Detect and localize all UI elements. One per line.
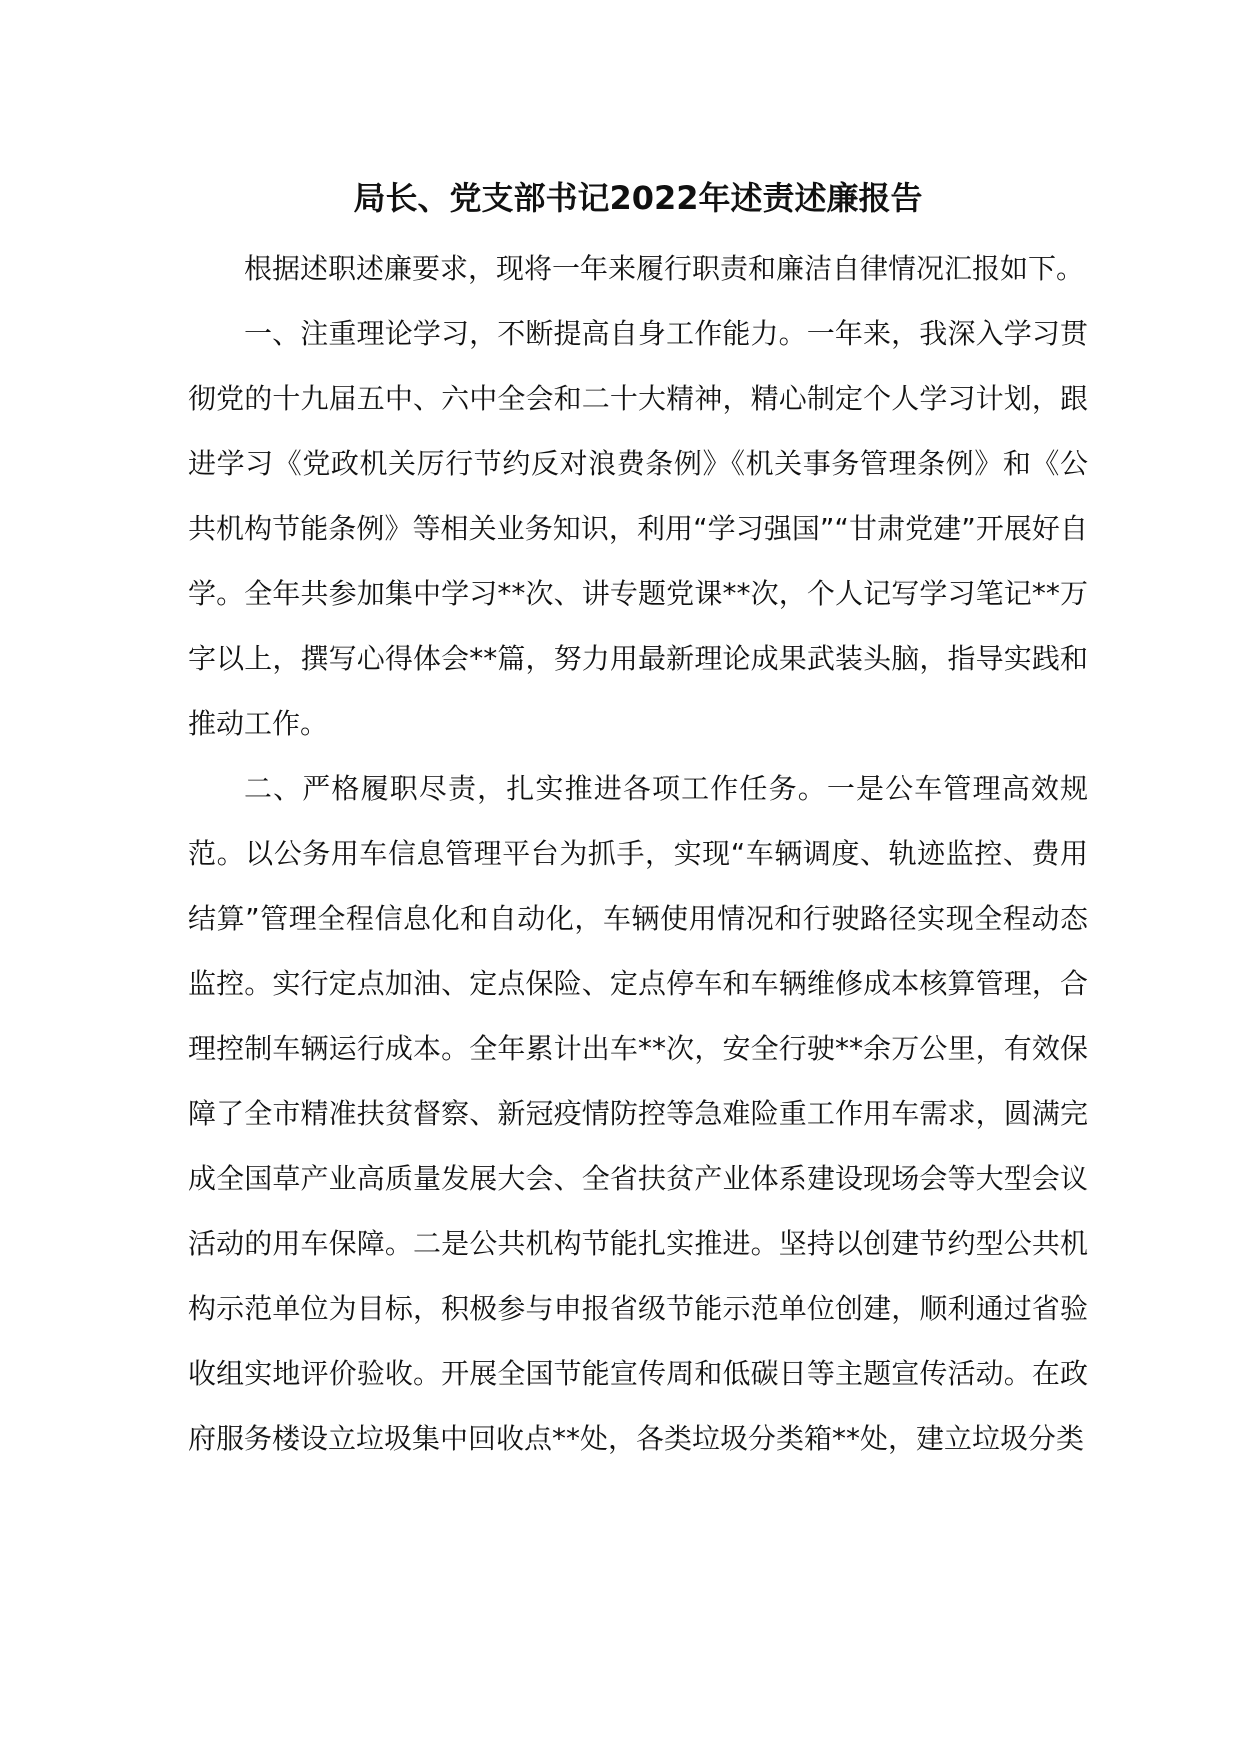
paragraph-theory-study: 一、注重理论学习，不断提高自身工作能力。一年来，我深入学习贯彻党的十九届五中、六中全会和二十大精神，精心制定个人学习计划，跟进学习《党政机关厉行节约反对浪费条例》《机关事务管理条例》和《公共机构节能条例》等相关业务知识，利用“学习强国”“甘肃党建”开展好自学。全年共参加集中学习**次、讲专题党课**次，个人记写学习笔记**万字以上，撰写心得体会**篇，努力用最新理论成果武装头脑，指导实践和推动工作。 [188, 317, 1088, 740]
paragraph-duties: 二、严格履职尽责，扎实推进各项工作任务。一是公车管理高效规范。以公务用车信息管理平台为抓手，实现“车辆调度、轨迹监控、费用结算”管理全程信息化和自动化，车辆使用情况和行驶路径实现全程动态监控。实行定点加油、定点保险、定点停车和车辆维修成本核算管理，合理控制车辆运行成本。全年累计出车**次，安全行驶**余万公里，有效保障了全市精准扶贫督察、新冠疫情防控等急难险重工作用车需求，圆满完成全国草产业高质量发展大会、全省扶贫产业体系建设现场会等大型会议活动的用车保障。二是公共机构节能扎实推进。坚持以创建节约型公共机构示范单位为目标，积极参与申报省级节能示范单位创建，顺利通过省验收组实地评价验收。开展全国节能宣传周和低碳日等主题宣传活动。在政府服务楼设立垃圾集中回收点**处，各类垃圾分类箱**处，建立垃圾分类 [188, 772, 1088, 1455]
paragraph-intro: 根据述职述廉要求，现将一年来履行职责和廉洁自律情况汇报如下。 [244, 252, 1085, 285]
document-body [188, 170, 1088, 1471]
document-title: 局长、党支部书记2022年述责述廉报告 [353, 179, 923, 217]
